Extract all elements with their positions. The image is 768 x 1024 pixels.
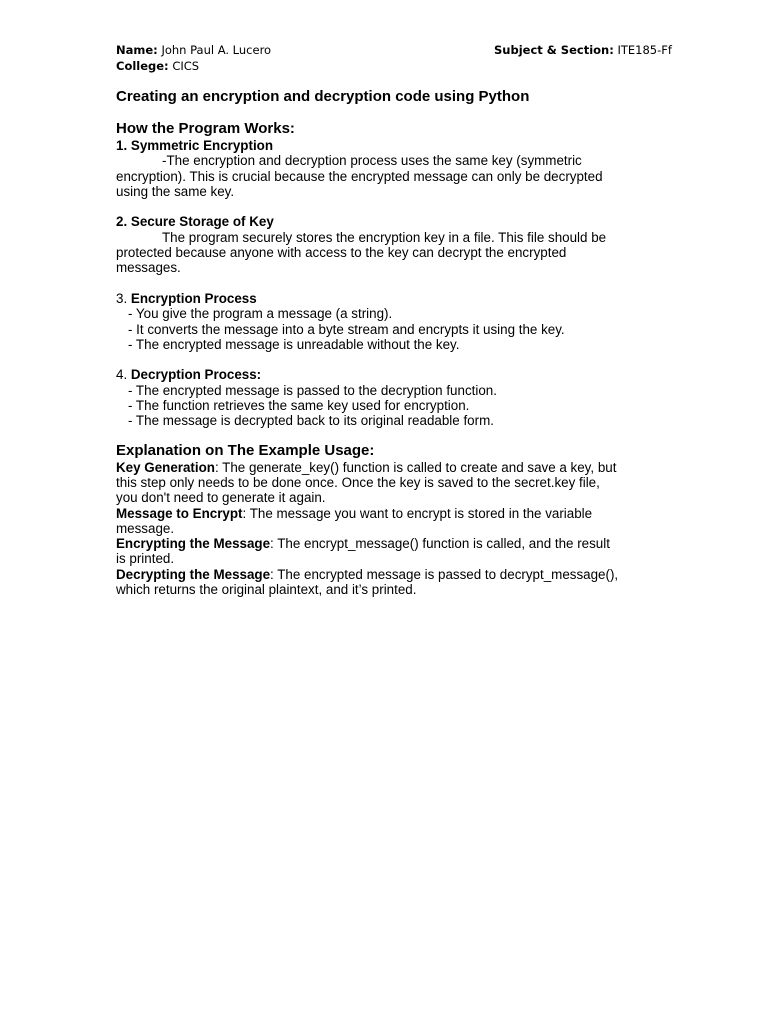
s3-bullet: - The encrypted message is unreadable without the key. <box>128 336 460 352</box>
encrypting-text: : The encrypt_message() function is called, and the result <box>270 536 610 552</box>
s1-line: encryption). This is crucial because the encrypted message can only be decrypted <box>116 168 603 184</box>
s1-heading: 1. Symmetric Encryption <box>116 138 274 153</box>
explain-line <box>116 506 656 521</box>
explain-line: you don't need to generate it again. <box>116 490 326 506</box>
explain-line <box>116 460 656 475</box>
message-to-encrypt-text: : The message you want to encrypt is stored in the variable <box>242 505 593 521</box>
college-field <box>116 59 199 73</box>
s1-line: -The encryption and decryption process uses the same key (symmetric <box>162 153 582 169</box>
header-row-1 <box>116 42 672 58</box>
s3-heading <box>116 291 656 306</box>
college-label: College: <box>116 59 169 73</box>
subject-label: Subject & Section: <box>494 43 614 57</box>
explain-line <box>116 536 656 551</box>
s3-title: Encryption Process <box>130 290 257 306</box>
subject-field <box>494 42 672 58</box>
spacer <box>116 352 656 367</box>
key-generation-text: : The generate_key() function is called to create and save a key, but <box>214 459 617 475</box>
s2-line: messages. <box>116 260 181 276</box>
encrypting-label: Encrypting the Message <box>116 536 271 552</box>
name-value: John Paul A. Lucero <box>161 43 272 57</box>
s3-bullet: - It converts the message into a byte stream and encrypts it using the key. <box>128 321 565 337</box>
s3-bullet: - You give the program a message (a string). <box>128 306 393 322</box>
spacer <box>116 199 656 214</box>
key-generation-label: Key Generation <box>116 459 215 475</box>
s4-title: Decryption Process: <box>130 367 262 383</box>
s4-bullet: - The encrypted message is passed to the decryption function. <box>128 382 497 398</box>
explain-line <box>116 567 656 582</box>
explain-heading: Explanation on The Example Usage: <box>116 441 375 459</box>
s3-number: 3. <box>116 290 131 306</box>
document-title: Creating an encryption and decryption code using Python <box>116 88 530 105</box>
s4-number: 4. <box>116 367 131 383</box>
spacer <box>116 276 656 291</box>
s4-bullet: - The function retrieves the same key used for encryption. <box>128 398 470 414</box>
s1-line: using the same key. <box>116 183 235 199</box>
explain-line: which returns the original plaintext, and it’s printed. <box>116 582 417 598</box>
header-row-2 <box>116 58 656 74</box>
name-label: Name: <box>116 43 158 57</box>
explain-line: message. <box>116 520 175 536</box>
s2-heading: 2. Secure Storage of Key <box>116 214 274 230</box>
explain-line: is printed. <box>116 551 175 567</box>
s4-heading <box>116 367 656 382</box>
explain-line: this step only needs to be done once. Once the key is saved to the secret.key file, <box>116 474 600 490</box>
name-field <box>116 43 271 57</box>
how-heading: How the Program Works: <box>116 120 295 137</box>
s2-line: protected because anyone with access to the key can decrypt the encrypted <box>116 245 567 261</box>
s2-line: The program securely stores the encryption key in a file. This file should be <box>162 229 607 245</box>
subject-value: ITE185-Ff <box>617 43 672 57</box>
message-to-encrypt-label: Message to Encrypt <box>116 505 243 521</box>
college-value: CICS <box>172 59 200 73</box>
document-page <box>116 42 672 598</box>
decrypting-text: : The encrypted message is passed to decrypt_message(), <box>270 566 619 582</box>
s4-bullet: - The message is decrypted back to its original readable form. <box>128 413 494 429</box>
decrypting-label: Decrypting the Message <box>116 566 271 582</box>
